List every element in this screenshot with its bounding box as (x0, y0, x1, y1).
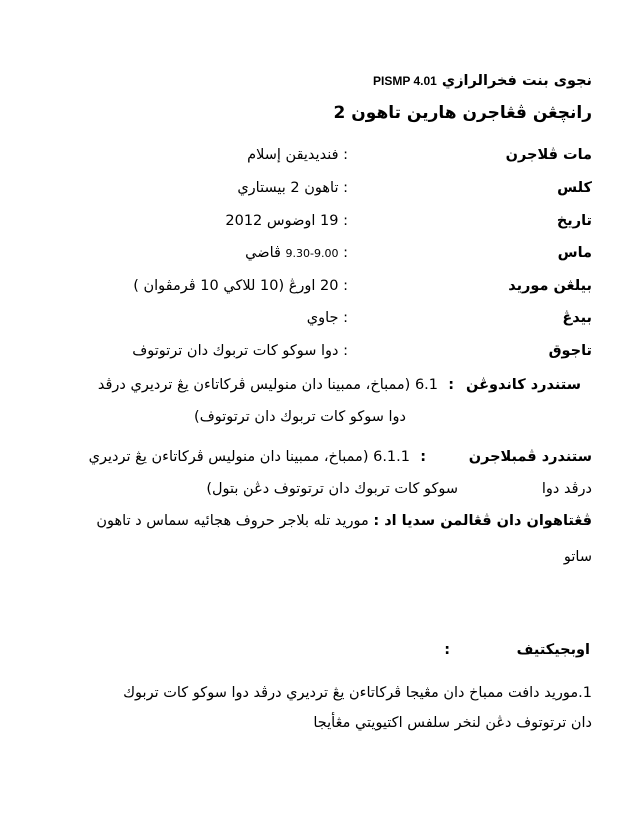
time-suffix: ڤاضي (245, 245, 281, 261)
detail-value-subject: : فنديديقن إسلام (247, 147, 348, 163)
objective-text-1: 1.موريد دافت ممباخ دان مڠيجا ڤركاتاءن يڠ ترديري درڤد دوا سوكو كات تربوك (123, 685, 592, 701)
content-standard-text-2: دوا سوكو كات تربوك دان ترتوتوف) (194, 409, 406, 425)
detail-value-field: : جاوي (306, 310, 348, 326)
learning-standard-text-2a: درڤد دوا (541, 481, 592, 497)
learning-standard-text-2b: سوكو كات تربوك دان ترتوتوف دڠن بتول) (206, 481, 458, 497)
prior-knowledge-line-1 (96, 512, 592, 530)
detail-label-class: كلس (557, 180, 592, 196)
detail-label-students: بيلڠن موريد (508, 278, 592, 294)
content-standard-text-1: 6.1 (ممباخ، ممبينا دان منوليس ڤركاتاءن يڠ ترديري درڤد (97, 377, 438, 393)
detail-value-students: : 20 اورڠ (10 للاكي 10 ڤرمڤوان ) (133, 278, 348, 294)
prior-knowledge-line-2: ساتو (563, 549, 592, 565)
document-subtitle: رانچڠن ڤڠاجرن هارين تاهون 2 (333, 103, 592, 123)
prior-knowledge-label: ڤڠتاهوان دان ڤڠالمن سديا اد : (373, 513, 592, 529)
detail-value-topic: : دوا سوكو كات تربوك دان ترتوتوف (132, 343, 348, 359)
learning-standard-label: ستندرد ڤمبلاجرن (468, 449, 592, 465)
course-code: PISMP 4.01 (373, 74, 437, 88)
content-standard-separator: : (448, 377, 454, 393)
learning-standard-separator: : (420, 449, 426, 465)
content-standard-label: ستندرد كاندوڠن (466, 377, 581, 393)
detail-label-field: بيدڠ (562, 310, 592, 326)
detail-value-time (245, 244, 348, 263)
detail-label-subject: مات ڤلاجرن (505, 147, 592, 163)
author-name: نجوى بنت فخرالرازي (441, 73, 592, 89)
prior-knowledge-text: موريد تله بلاجر حروف هجائيه سماس د تاهون (96, 513, 369, 529)
detail-label-date: تاريخ (556, 213, 592, 229)
detail-label-time: ماس (557, 245, 592, 261)
detail-value-date: : 19 اوضوس 2012 (225, 213, 348, 229)
objective-label: اوبجيكتيف (516, 642, 590, 658)
objective-separator: : (444, 642, 450, 658)
document-header (373, 72, 592, 90)
detail-value-class: : تاهون 2 بيستاري (237, 180, 348, 196)
time-range: 9.30-9.00 (285, 247, 339, 260)
objective-text-2: دان ترتوتوف دڠن لنخر سلفس اكتيويتي مڠأيجا (313, 715, 592, 731)
detail-label-topic: تاجوق (548, 343, 592, 359)
time-prefix: : (343, 245, 348, 261)
learning-standard-text-1: 6.1.1 (ممباخ، ممبينا دان منوليس ڤركاتاءن يڠ ترديري (88, 449, 410, 465)
